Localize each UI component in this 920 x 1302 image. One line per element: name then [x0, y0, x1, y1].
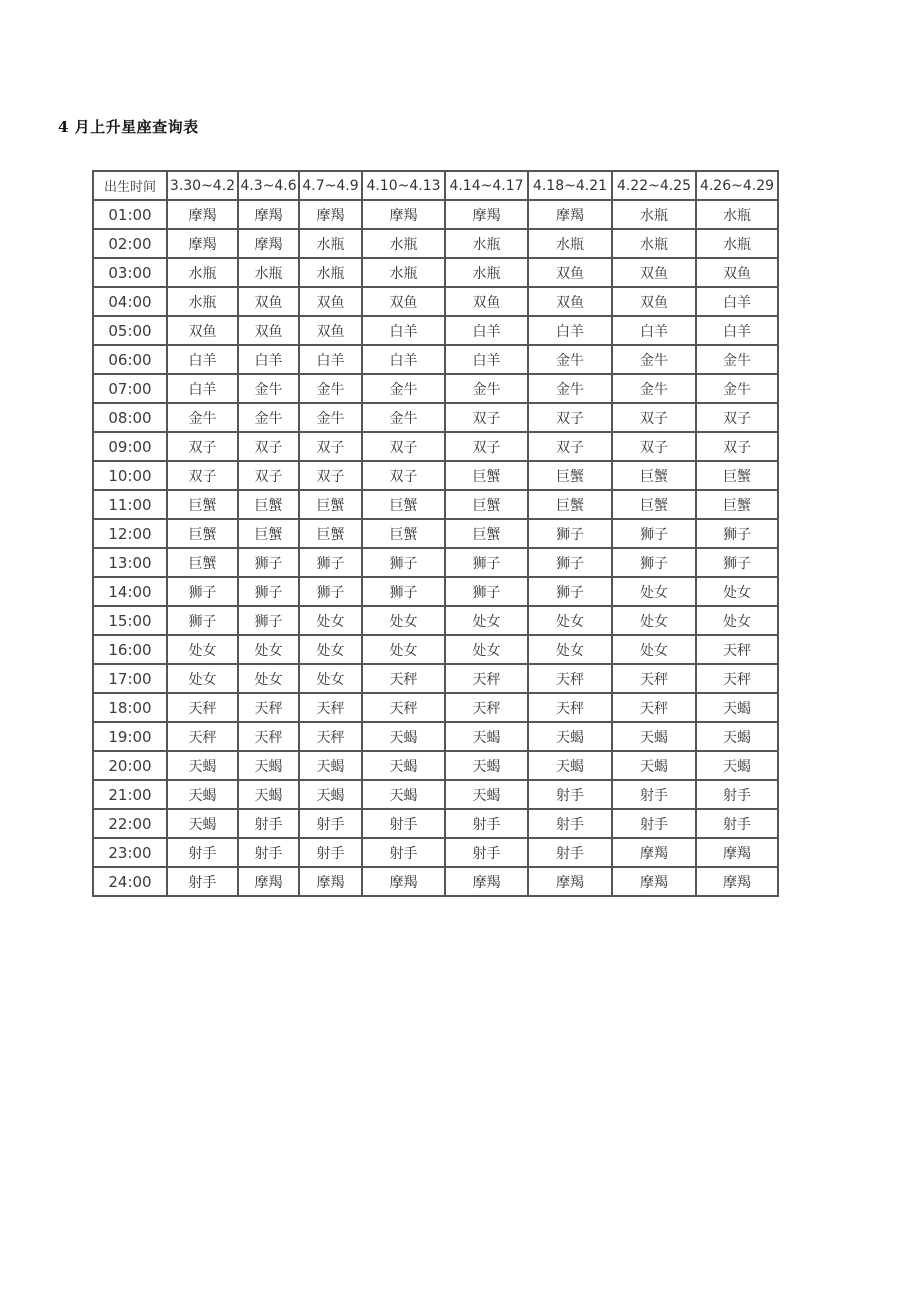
table-row [93, 316, 778, 345]
ascendant-sign-cell: 天秤 [612, 693, 696, 722]
ascendant-sign-cell: 白羊 [167, 374, 238, 403]
ascendant-sign-cell: 双鱼 [528, 287, 612, 316]
table-row [93, 374, 778, 403]
ascendant-sign-cell: 双子 [696, 432, 778, 461]
ascendant-sign-cell: 狮子 [445, 577, 528, 606]
ascendant-sign-cell: 处女 [528, 606, 612, 635]
ascendant-sign-cell: 双子 [445, 403, 528, 432]
ascendant-sign-cell: 摩羯 [362, 200, 445, 229]
birth-time-cell: 12:00 [93, 519, 167, 548]
ascendant-sign-cell: 金牛 [362, 374, 445, 403]
ascendant-sign-cell: 白羊 [445, 345, 528, 374]
ascendant-sign-cell: 双子 [299, 461, 362, 490]
ascendant-sign-cell: 处女 [167, 635, 238, 664]
ascendant-sign-cell: 金牛 [362, 403, 445, 432]
ascendant-sign-cell: 射手 [528, 780, 612, 809]
birth-time-cell: 09:00 [93, 432, 167, 461]
ascendant-sign-cell: 巨蟹 [299, 519, 362, 548]
table-header-row [93, 171, 778, 200]
birth-time-cell: 24:00 [93, 867, 167, 896]
ascendant-sign-cell: 狮子 [528, 519, 612, 548]
ascendant-sign-cell: 双子 [362, 432, 445, 461]
table-row [93, 200, 778, 229]
ascendant-sign-cell: 天蝎 [612, 751, 696, 780]
table-row [93, 403, 778, 432]
ascendant-sign-cell: 双鱼 [528, 258, 612, 287]
ascendant-sign-cell: 水瓶 [696, 200, 778, 229]
ascendant-sign-cell: 天蝎 [299, 751, 362, 780]
table-row [93, 838, 778, 867]
ascendant-sign-cell: 天蝎 [696, 693, 778, 722]
column-header-date-range: 4.22~4.25 [612, 171, 696, 200]
ascendant-sign-cell: 天蝎 [696, 751, 778, 780]
ascendant-sign-cell: 巨蟹 [167, 548, 238, 577]
ascendant-sign-cell: 天秤 [445, 664, 528, 693]
ascendant-sign-cell: 双子 [238, 432, 299, 461]
ascendant-sign-cell: 天秤 [167, 693, 238, 722]
birth-time-cell: 01:00 [93, 200, 167, 229]
ascendant-sign-cell: 射手 [238, 809, 299, 838]
ascendant-sign-cell: 摩羯 [612, 867, 696, 896]
ascendant-sign-cell: 摩羯 [445, 867, 528, 896]
ascendant-sign-cell: 双子 [528, 432, 612, 461]
ascendant-sign-cell: 巨蟹 [362, 490, 445, 519]
ascendant-sign-cell: 射手 [167, 838, 238, 867]
ascendant-sign-cell: 天蝎 [238, 780, 299, 809]
ascendant-sign-cell: 双鱼 [167, 316, 238, 345]
ascendant-sign-cell: 巨蟹 [362, 519, 445, 548]
table-row [93, 693, 778, 722]
ascendant-sign-cell: 双鱼 [238, 316, 299, 345]
ascendant-sign-cell: 巨蟹 [167, 519, 238, 548]
ascendant-sign-cell: 金牛 [612, 345, 696, 374]
ascendant-sign-cell: 摩羯 [238, 200, 299, 229]
ascendant-sign-cell: 狮子 [612, 548, 696, 577]
ascendant-sign-cell: 水瓶 [612, 229, 696, 258]
ascendant-sign-cell: 射手 [238, 838, 299, 867]
ascendant-sign-cell: 天蝎 [696, 722, 778, 751]
table-row [93, 258, 778, 287]
birth-time-cell: 21:00 [93, 780, 167, 809]
ascendant-sign-cell: 天蝎 [445, 722, 528, 751]
ascendant-sign-cell: 水瓶 [445, 258, 528, 287]
column-header-date-range: 3.30~4.2 [167, 171, 238, 200]
column-header-date-range: 4.10~4.13 [362, 171, 445, 200]
table-row [93, 461, 778, 490]
ascendant-sign-cell: 天蝎 [528, 722, 612, 751]
ascendant-sign-cell: 巨蟹 [238, 490, 299, 519]
ascendant-sign-cell: 水瓶 [299, 229, 362, 258]
ascendant-sign-cell: 白羊 [696, 316, 778, 345]
ascendant-sign-cell: 天蝎 [167, 780, 238, 809]
ascendant-table [92, 170, 779, 897]
column-header-date-range: 4.26~4.29 [696, 171, 778, 200]
column-header-date-range: 4.3~4.6 [238, 171, 299, 200]
ascendant-sign-cell: 双鱼 [612, 287, 696, 316]
table-row [93, 606, 778, 635]
ascendant-sign-cell: 金牛 [528, 374, 612, 403]
ascendant-sign-cell: 巨蟹 [528, 461, 612, 490]
ascendant-sign-cell: 天蝎 [238, 751, 299, 780]
birth-time-cell: 08:00 [93, 403, 167, 432]
ascendant-sign-cell: 射手 [299, 838, 362, 867]
birth-time-cell: 11:00 [93, 490, 167, 519]
page-title: 4 月上升星座查询表 [58, 118, 199, 136]
ascendant-sign-cell: 双子 [528, 403, 612, 432]
ascendant-sign-cell: 金牛 [299, 374, 362, 403]
ascendant-sign-cell: 双鱼 [299, 287, 362, 316]
ascendant-sign-cell: 双鱼 [362, 287, 445, 316]
ascendant-sign-cell: 水瓶 [612, 200, 696, 229]
ascendant-sign-cell: 处女 [299, 635, 362, 664]
ascendant-sign-cell: 巨蟹 [167, 490, 238, 519]
ascendant-sign-cell: 天秤 [299, 693, 362, 722]
ascendant-sign-cell: 天蝎 [362, 751, 445, 780]
ascendant-sign-cell: 水瓶 [299, 258, 362, 287]
birth-time-cell: 22:00 [93, 809, 167, 838]
ascendant-sign-cell: 处女 [445, 606, 528, 635]
ascendant-sign-cell: 狮子 [528, 577, 612, 606]
ascendant-sign-cell: 巨蟹 [299, 490, 362, 519]
table-row [93, 345, 778, 374]
table-row [93, 432, 778, 461]
ascendant-sign-cell: 射手 [362, 838, 445, 867]
ascendant-sign-cell: 处女 [167, 664, 238, 693]
birth-time-cell: 16:00 [93, 635, 167, 664]
ascendant-sign-cell: 射手 [696, 780, 778, 809]
ascendant-sign-cell: 双子 [167, 432, 238, 461]
table-row [93, 577, 778, 606]
ascendant-sign-cell: 摩羯 [299, 200, 362, 229]
birth-time-cell: 04:00 [93, 287, 167, 316]
table-row [93, 287, 778, 316]
ascendant-sign-cell: 天秤 [362, 693, 445, 722]
ascendant-sign-cell: 天蝎 [299, 780, 362, 809]
ascendant-sign-cell: 水瓶 [167, 258, 238, 287]
table-body [93, 200, 778, 896]
column-header-date-range: 4.18~4.21 [528, 171, 612, 200]
ascendant-sign-cell: 双子 [445, 432, 528, 461]
ascendant-sign-cell: 天蝎 [167, 809, 238, 838]
ascendant-sign-cell: 金牛 [445, 374, 528, 403]
ascendant-sign-cell: 双子 [612, 432, 696, 461]
column-header-date-range: 4.14~4.17 [445, 171, 528, 200]
ascendant-sign-cell: 狮子 [299, 577, 362, 606]
ascendant-sign-cell: 双子 [238, 461, 299, 490]
ascendant-sign-cell: 巨蟹 [445, 461, 528, 490]
ascendant-sign-cell: 双子 [362, 461, 445, 490]
ascendant-sign-cell: 摩羯 [299, 867, 362, 896]
ascendant-sign-cell: 处女 [612, 635, 696, 664]
ascendant-sign-cell: 狮子 [612, 519, 696, 548]
ascendant-sign-cell: 狮子 [238, 606, 299, 635]
ascendant-sign-cell: 天蝎 [167, 751, 238, 780]
ascendant-sign-cell: 双子 [299, 432, 362, 461]
ascendant-sign-cell: 摩羯 [612, 838, 696, 867]
ascendant-sign-cell: 巨蟹 [612, 490, 696, 519]
column-header-birth-time: 出生时间 [93, 171, 167, 200]
table-row [93, 490, 778, 519]
birth-time-cell: 07:00 [93, 374, 167, 403]
ascendant-sign-cell: 摩羯 [696, 838, 778, 867]
ascendant-sign-cell: 射手 [445, 838, 528, 867]
ascendant-sign-cell: 水瓶 [238, 258, 299, 287]
ascendant-sign-cell: 天秤 [696, 635, 778, 664]
ascendant-sign-cell: 金牛 [238, 374, 299, 403]
birth-time-cell: 15:00 [93, 606, 167, 635]
birth-time-cell: 06:00 [93, 345, 167, 374]
birth-time-cell: 18:00 [93, 693, 167, 722]
ascendant-sign-cell: 摩羯 [696, 867, 778, 896]
ascendant-sign-cell: 白羊 [612, 316, 696, 345]
ascendant-sign-cell: 金牛 [696, 345, 778, 374]
ascendant-sign-cell: 处女 [238, 635, 299, 664]
ascendant-sign-cell: 水瓶 [528, 229, 612, 258]
ascendant-sign-cell: 狮子 [167, 606, 238, 635]
ascendant-table-container [92, 170, 779, 897]
ascendant-sign-cell: 射手 [445, 809, 528, 838]
ascendant-sign-cell: 狮子 [167, 577, 238, 606]
column-header-date-range: 4.7~4.9 [299, 171, 362, 200]
ascendant-sign-cell: 巨蟹 [528, 490, 612, 519]
ascendant-sign-cell: 处女 [445, 635, 528, 664]
table-row [93, 751, 778, 780]
birth-time-cell: 05:00 [93, 316, 167, 345]
ascendant-sign-cell: 狮子 [362, 577, 445, 606]
ascendant-sign-cell: 处女 [362, 635, 445, 664]
ascendant-sign-cell: 水瓶 [362, 258, 445, 287]
table-row [93, 780, 778, 809]
ascendant-sign-cell: 天蝎 [445, 751, 528, 780]
ascendant-sign-cell: 巨蟹 [696, 461, 778, 490]
ascendant-sign-cell: 射手 [696, 809, 778, 838]
ascendant-sign-cell: 白羊 [362, 316, 445, 345]
table-row [93, 809, 778, 838]
ascendant-sign-cell: 狮子 [696, 519, 778, 548]
ascendant-sign-cell: 白羊 [696, 287, 778, 316]
ascendant-sign-cell: 巨蟹 [696, 490, 778, 519]
ascendant-sign-cell: 天秤 [362, 664, 445, 693]
ascendant-sign-cell: 处女 [696, 577, 778, 606]
ascendant-sign-cell: 狮子 [362, 548, 445, 577]
table-row [93, 548, 778, 577]
ascendant-sign-cell: 处女 [612, 606, 696, 635]
ascendant-sign-cell: 双鱼 [238, 287, 299, 316]
ascendant-sign-cell: 射手 [528, 809, 612, 838]
ascendant-sign-cell: 处女 [612, 577, 696, 606]
ascendant-sign-cell: 天秤 [299, 722, 362, 751]
ascendant-sign-cell: 处女 [528, 635, 612, 664]
ascendant-sign-cell: 处女 [238, 664, 299, 693]
ascendant-sign-cell: 天秤 [238, 693, 299, 722]
ascendant-sign-cell: 摩羯 [362, 867, 445, 896]
ascendant-sign-cell: 白羊 [362, 345, 445, 374]
ascendant-sign-cell: 处女 [299, 664, 362, 693]
ascendant-sign-cell: 双鱼 [299, 316, 362, 345]
ascendant-sign-cell: 摩羯 [167, 200, 238, 229]
ascendant-sign-cell: 射手 [612, 809, 696, 838]
ascendant-sign-cell: 巨蟹 [445, 519, 528, 548]
ascendant-sign-cell: 水瓶 [362, 229, 445, 258]
ascendant-sign-cell: 双子 [612, 403, 696, 432]
ascendant-sign-cell: 天蝎 [445, 780, 528, 809]
ascendant-sign-cell: 狮子 [528, 548, 612, 577]
ascendant-sign-cell: 摩羯 [445, 200, 528, 229]
ascendant-sign-cell: 处女 [362, 606, 445, 635]
ascendant-sign-cell: 射手 [528, 838, 612, 867]
birth-time-cell: 14:00 [93, 577, 167, 606]
ascendant-sign-cell: 金牛 [299, 403, 362, 432]
ascendant-sign-cell: 天蝎 [362, 780, 445, 809]
table-row [93, 867, 778, 896]
ascendant-sign-cell: 天蝎 [362, 722, 445, 751]
birth-time-cell: 03:00 [93, 258, 167, 287]
ascendant-sign-cell: 处女 [696, 606, 778, 635]
table-row [93, 722, 778, 751]
ascendant-sign-cell: 天秤 [167, 722, 238, 751]
ascendant-sign-cell: 双子 [696, 403, 778, 432]
ascendant-sign-cell: 巨蟹 [612, 461, 696, 490]
ascendant-sign-cell: 双鱼 [696, 258, 778, 287]
ascendant-sign-cell: 金牛 [612, 374, 696, 403]
ascendant-sign-cell: 巨蟹 [238, 519, 299, 548]
ascendant-sign-cell: 白羊 [445, 316, 528, 345]
ascendant-sign-cell: 摩羯 [528, 867, 612, 896]
ascendant-sign-cell: 金牛 [528, 345, 612, 374]
ascendant-sign-cell: 射手 [362, 809, 445, 838]
ascendant-sign-cell: 天秤 [528, 664, 612, 693]
table-row [93, 635, 778, 664]
ascendant-sign-cell: 射手 [299, 809, 362, 838]
ascendant-sign-cell: 射手 [612, 780, 696, 809]
ascendant-sign-cell: 摩羯 [167, 229, 238, 258]
table-row [93, 519, 778, 548]
ascendant-sign-cell: 白羊 [528, 316, 612, 345]
ascendant-sign-cell: 天秤 [528, 693, 612, 722]
ascendant-sign-cell: 狮子 [299, 548, 362, 577]
ascendant-sign-cell: 天蝎 [528, 751, 612, 780]
ascendant-sign-cell: 双子 [167, 461, 238, 490]
birth-time-cell: 20:00 [93, 751, 167, 780]
ascendant-sign-cell: 射手 [167, 867, 238, 896]
ascendant-sign-cell: 水瓶 [167, 287, 238, 316]
ascendant-sign-cell: 狮子 [238, 577, 299, 606]
birth-time-cell: 23:00 [93, 838, 167, 867]
ascendant-sign-cell: 金牛 [167, 403, 238, 432]
ascendant-sign-cell: 金牛 [238, 403, 299, 432]
birth-time-cell: 13:00 [93, 548, 167, 577]
ascendant-sign-cell: 处女 [299, 606, 362, 635]
ascendant-sign-cell: 白羊 [238, 345, 299, 374]
ascendant-sign-cell: 天蝎 [612, 722, 696, 751]
ascendant-sign-cell: 摩羯 [238, 867, 299, 896]
birth-time-cell: 02:00 [93, 229, 167, 258]
ascendant-sign-cell: 天秤 [696, 664, 778, 693]
ascendant-sign-cell: 狮子 [238, 548, 299, 577]
ascendant-sign-cell: 白羊 [299, 345, 362, 374]
ascendant-sign-cell: 巨蟹 [445, 490, 528, 519]
ascendant-sign-cell: 双鱼 [612, 258, 696, 287]
ascendant-sign-cell: 白羊 [167, 345, 238, 374]
ascendant-sign-cell: 天秤 [445, 693, 528, 722]
table-row [93, 229, 778, 258]
ascendant-sign-cell: 水瓶 [696, 229, 778, 258]
birth-time-cell: 17:00 [93, 664, 167, 693]
ascendant-sign-cell: 狮子 [445, 548, 528, 577]
ascendant-sign-cell: 双鱼 [445, 287, 528, 316]
ascendant-sign-cell: 金牛 [696, 374, 778, 403]
ascendant-sign-cell: 天秤 [238, 722, 299, 751]
ascendant-sign-cell: 狮子 [696, 548, 778, 577]
ascendant-sign-cell: 摩羯 [528, 200, 612, 229]
ascendant-sign-cell: 天秤 [612, 664, 696, 693]
ascendant-sign-cell: 摩羯 [238, 229, 299, 258]
birth-time-cell: 19:00 [93, 722, 167, 751]
table-row [93, 664, 778, 693]
birth-time-cell: 10:00 [93, 461, 167, 490]
ascendant-sign-cell: 水瓶 [445, 229, 528, 258]
